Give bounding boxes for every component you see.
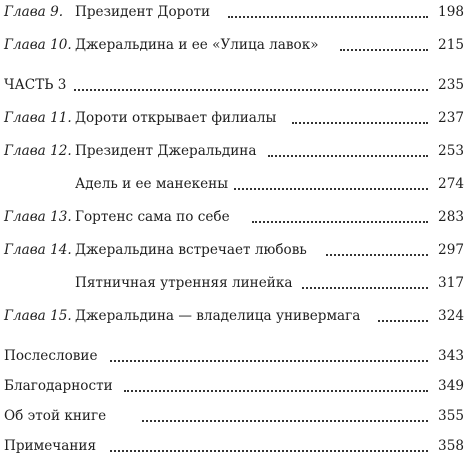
entry-title: Адель и ее манекены	[75, 173, 230, 195]
chapter-label: Глава 15.	[4, 308, 72, 324]
chapter-label: Глава 10.	[4, 37, 72, 53]
chapter-label: Глава 14.	[4, 242, 72, 258]
page-number: 297	[435, 239, 464, 261]
dot-leader	[292, 119, 428, 124]
dot-leader	[302, 284, 428, 289]
toc-entry-about-book	[0, 405, 470, 427]
toc-entry-chapter-13	[0, 206, 470, 228]
entry-title: Джеральдина и ее «Улица лавок»	[75, 34, 321, 56]
toc-entry-chapter-15	[0, 305, 470, 327]
page-number: 235	[435, 74, 464, 96]
toc-entry-chapter-9	[0, 1, 470, 23]
toc-entry-chapter-12	[0, 140, 470, 162]
chapter-label: Глава 13.	[4, 209, 72, 225]
entry-title: Джеральдина — владелица универмага	[75, 305, 362, 327]
page-number: 324	[435, 305, 464, 327]
toc-entry-acknowledgements	[0, 375, 470, 397]
toc-entry-friday-lineup	[0, 272, 470, 294]
entry-title: Президент Джеральдина	[75, 140, 258, 162]
entry-title: Благодарности	[4, 375, 115, 397]
entry-title: Об этой книге	[4, 405, 108, 427]
page-number: 349	[435, 375, 464, 397]
dot-leader	[268, 152, 428, 157]
entry-title: Гортенс сама по себе	[75, 206, 232, 228]
entry-title: Президент Дороти	[75, 1, 212, 23]
entry-title: Джеральдина встречает любовь	[75, 239, 309, 261]
page-number: 358	[435, 435, 464, 457]
dot-leader	[228, 13, 428, 18]
toc-entry-chapter-11	[0, 107, 470, 129]
toc-entry-chapter-10	[0, 34, 470, 56]
dot-leader	[74, 86, 428, 91]
page-number: 215	[435, 34, 464, 56]
entry-title: Дороти открывает филиалы	[75, 107, 278, 129]
toc-entry-notes	[0, 435, 470, 457]
toc-entry-adel	[0, 173, 470, 195]
dot-leader	[234, 185, 428, 190]
page-number: 274	[435, 173, 464, 195]
dot-leader	[252, 218, 428, 223]
toc-entry-chapter-14	[0, 239, 470, 261]
entry-title: ЧАСТЬ 3	[4, 74, 68, 96]
chapter-label: Глава 12.	[4, 143, 72, 159]
page-number: 237	[435, 107, 464, 129]
dot-leader	[378, 317, 428, 322]
dot-leader	[326, 251, 428, 256]
page-number: 317	[435, 272, 464, 294]
page-number: 283	[435, 206, 464, 228]
chapter-label: Глава 9.	[4, 4, 64, 20]
entry-title: Послесловие	[4, 345, 100, 367]
toc-entry-afterword	[0, 345, 470, 367]
entry-title: Пятничная утренняя линейка	[75, 272, 294, 294]
dot-leader	[142, 417, 428, 422]
dot-leader	[340, 46, 428, 51]
dot-leader	[110, 447, 428, 452]
dot-leader	[124, 387, 428, 392]
page-number: 343	[435, 345, 464, 367]
page-number: 355	[435, 405, 464, 427]
page-number: 253	[435, 140, 464, 162]
entry-title: Примечания	[4, 435, 98, 457]
chapter-label: Глава 11.	[4, 110, 72, 126]
dot-leader	[110, 357, 428, 362]
page-number: 198	[435, 1, 464, 23]
toc-entry-part-3	[0, 74, 470, 96]
